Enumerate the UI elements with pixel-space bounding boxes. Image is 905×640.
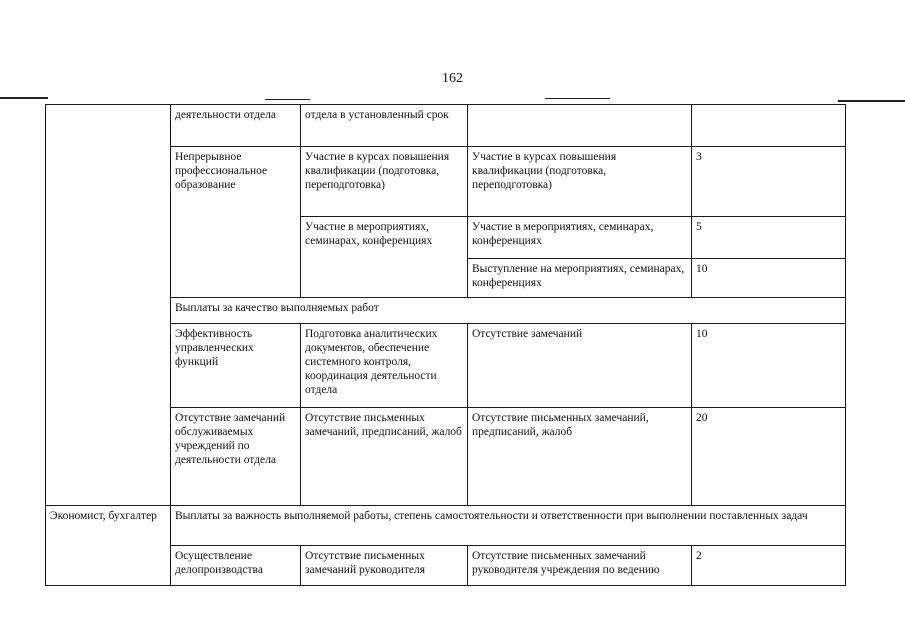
- indicator-cell: Отсутствие письменных замечаний, предписаний, жалоб: [301, 408, 468, 506]
- criterion-cell: Эффективность управленческих функций: [171, 324, 301, 408]
- indicator-cell: Участие в мероприятиях, семинарах, конференциях: [301, 217, 468, 298]
- scan-line-left: [0, 97, 48, 99]
- points-cell: 20: [692, 408, 846, 506]
- condition-cell: [468, 105, 692, 147]
- condition-cell: Выступление на мероприятиях, семинарах, конференциях: [468, 259, 692, 298]
- indicator-cell: Подготовка аналитических документов, обеспечение системного контроля, координация деятельности отдела: [301, 324, 468, 408]
- section-header-cell: Выплаты за важность выполняемой работы, степень самостоятельности и ответственности при выполнении поставленных задач: [171, 506, 846, 546]
- condition-cell: Отсутствие замечаний: [468, 324, 692, 408]
- criterion-cell: Отсутствие замечаний обслуживаемых учреждений по деятельности отдела: [171, 408, 301, 506]
- criterion-cell: Непрерывное профессиональное образование: [171, 147, 301, 298]
- condition-cell: Участие в мероприятиях, семинарах, конференциях: [468, 217, 692, 259]
- points-cell: 3: [692, 147, 846, 217]
- section-header-cell: Выплаты за качество выполняемых работ: [171, 298, 846, 324]
- points-cell: 5: [692, 217, 846, 259]
- points-cell: 10: [692, 259, 846, 298]
- scan-line-mid-1: [265, 99, 310, 100]
- points-cell: 2: [692, 546, 846, 586]
- allowance-table: [45, 104, 846, 586]
- indicator-cell: Участие в курсах повышения квалификации (подготовка, переподготовка): [301, 147, 468, 217]
- points-cell: [692, 105, 846, 147]
- scan-line-mid-2: [545, 98, 610, 99]
- points-cell: 10: [692, 324, 846, 408]
- table-row: [46, 105, 846, 147]
- scan-line-right: [838, 100, 905, 102]
- criterion-cell: деятельности отдела: [171, 105, 301, 147]
- condition-cell: Отсутствие письменных замечаний руководителя учреждения по ведению: [468, 546, 692, 586]
- indicator-cell: отдела в установленный срок: [301, 105, 468, 147]
- position-cell-empty: [46, 105, 171, 506]
- section-header-row: [46, 506, 846, 546]
- condition-cell: Отсутствие письменных замечаний, предписаний, жалоб: [468, 408, 692, 506]
- criterion-cell: Осуществление делопроизводства: [171, 546, 301, 586]
- position-cell: Экономист, бухгалтер: [46, 506, 171, 586]
- page-number: 162: [442, 71, 463, 86]
- condition-cell: Участие в курсах повышения квалификации (подготовка, переподготовка): [468, 147, 692, 217]
- indicator-cell: Отсутствие письменных замечаний руководителя: [301, 546, 468, 586]
